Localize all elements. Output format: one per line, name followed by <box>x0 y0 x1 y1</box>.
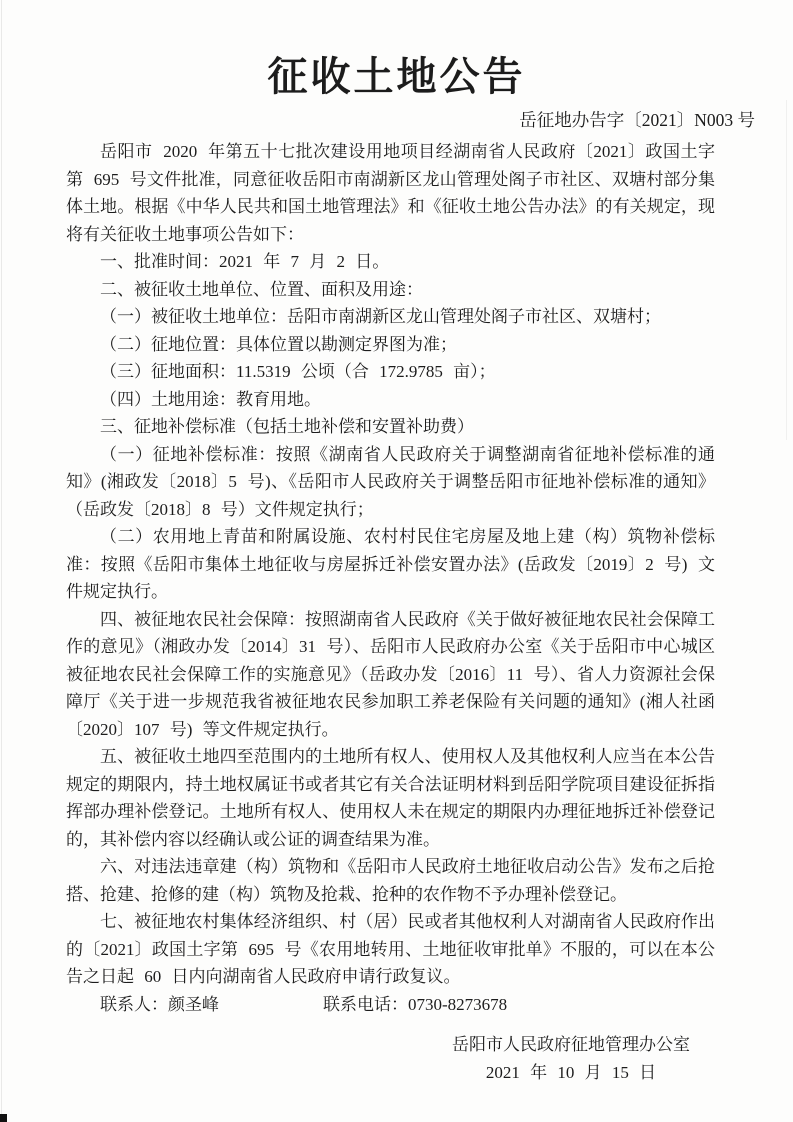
item-4-social-security: 四、被征地农民社会保障：按照湖南省人民政府《关于做好被征地农民社会保障工作的意见》（湘政办发〔2014〕31 号）、岳阳市人民政府办公室《关于岳阳市中心城区被征地农民社会保障工作的实施意见》（岳政办发〔2016〕11 号）、省人力资源社会保障厅《关于进一步规范我省被征地农民参加职工养老保险有关问题的通知》(湘人社函〔2020〕107 号) 等文件规定执行。 <box>66 609 715 739</box>
contact-person: 联系人：颜圣峰 <box>100 994 219 1014</box>
item-2-3-land-area: （三）征地面积：11.5319 公顷（合 172.9785 亩）； <box>100 362 496 381</box>
intro-paragraph: 岳阳市 2020 年第五十七批次建设用地项目经湖南省人民政府〔2021〕政国土字第 695 号文件批准，同意征收岳阳市南湖新区龙山管理处阁子市社区、双塘村部分集体土地。根据《中华人民共和国土地管理法》和《征收土地公告办法》的有关规定，现将有关征收土地事项公告如下： <box>66 142 715 244</box>
document-body <box>66 138 715 1087</box>
item-6-illegal-structures: 六、对违法违章建（构）筑物和《岳阳市人民政府土地征收启动公告》发布之后抢搭、抢建、抢修的建（构）筑物及抢栽、抢种的农作物不予办理补偿登记。 <box>66 857 715 904</box>
item-5-registration: 五、被征收土地四至范围内的土地所有权人、使用权人及其他权利人应当在本公告规定的期限内，持土地权属证书或者其它有关合法证明材料到岳阳学院项目建设征拆指挥部办理补偿登记。土地所有权人、使用权人未在规定的期限内办理征地拆迁补偿登记的，其补偿内容以经确认或公证的调查结果为准。 <box>66 747 715 849</box>
signature-office: 岳阳市人民政府征地管理办公室 <box>452 1035 690 1054</box>
document-number: 岳征地办告字〔2021〕N003 号 <box>519 110 755 130</box>
item-2-land-info-heading: 二、被征收土地单位、位置、面积及用途： <box>100 279 423 299</box>
contact-phone: 联系电话：0730-8273678 <box>323 994 508 1014</box>
item-2-2-land-location: （二）征地位置：具体位置以勘测定界图为准； <box>100 334 457 354</box>
item-3-1-compensation-standard: （一）征地补偿标准：按照《湖南省人民政府关于调整湖南省征地补偿标准的通知》(湘政发〔2018〕5 号)、《岳阳市人民政府关于调整岳阳市征地补偿标准的通知》（岳政发〔2018〕8 号）文件规定执行； <box>66 444 715 519</box>
contact-line <box>66 991 715 1019</box>
scan-artifact-corner-mark <box>0 1114 7 1122</box>
signature-date: 2021 年 10 月 15 日 <box>485 1063 657 1082</box>
item-2-4-land-use: （四）土地用途：教育用地。 <box>100 389 321 409</box>
document-title: 征收土地公告 <box>267 54 526 99</box>
scan-artifact-right-edge <box>786 100 787 440</box>
scan-artifact-left-edge <box>1 0 2 1122</box>
item-7-administrative-review: 七、被征地农村集体经济组织、村（居）民或者其他权利人对湖南省人民政府作出的〔2021〕政国土字第 695 号《农用地转用、土地征收审批单》不服的，可以在本公告之日起 60 日内向湖南省人民政府申请行政复议。 <box>66 912 715 986</box>
item-3-compensation-heading: 三、征地补偿标准（包括土地补偿和安置补助费） <box>100 417 474 436</box>
item-1-approval-time: 一、批准时间：2021 年 7 月 2 日。 <box>100 252 390 271</box>
signature-block <box>66 1031 715 1087</box>
item-3-2-attachment-compensation: （二）农用地上青苗和附属设施、农村村民住宅房屋及地上建（构）筑物补偿标准：按照《岳阳市集体土地征收与房屋拆迁补偿安置办法》(岳政发〔2019〕2 号) 文件规定执行。 <box>66 527 715 601</box>
item-2-1-land-unit: （一）被征收土地单位：岳阳市南湖新区龙山管理处阁子市社区、双塘村； <box>100 307 661 326</box>
